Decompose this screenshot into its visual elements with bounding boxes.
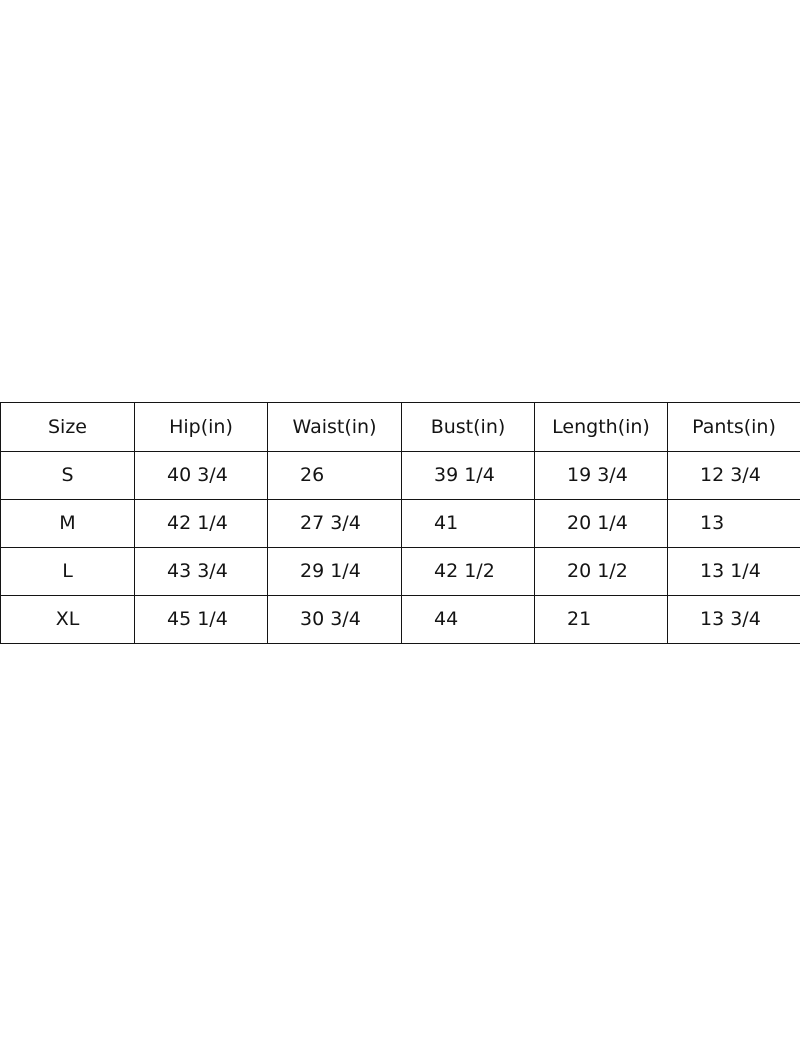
cell-pants: 13 3/4 [668,596,800,644]
cell-pants: 12 3/4 [668,452,800,500]
column-header-size: Size [1,403,135,452]
column-header-length: Length(in) [535,403,668,452]
cell-waist: 26 [268,452,402,500]
table-row [1,500,800,548]
cell-waist: 29 1/4 [268,548,402,596]
cell-length: 21 [535,596,668,644]
cell-size: S [1,452,135,500]
cell-size: L [1,548,135,596]
cell-length: 19 3/4 [535,452,668,500]
column-header-bust: Bust(in) [402,403,535,452]
cell-pants: 13 [668,500,800,548]
column-header-hip: Hip(in) [135,403,268,452]
cell-bust: 39 1/4 [402,452,535,500]
column-header-waist: Waist(in) [268,403,402,452]
cell-hip: 43 3/4 [135,548,268,596]
cell-bust: 42 1/2 [402,548,535,596]
table-header-row [1,403,800,452]
cell-hip: 40 3/4 [135,452,268,500]
size-chart-table [0,402,800,644]
cell-size: M [1,500,135,548]
size-table-container [0,402,800,644]
cell-waist: 30 3/4 [268,596,402,644]
cell-hip: 45 1/4 [135,596,268,644]
cell-bust: 41 [402,500,535,548]
cell-length: 20 1/4 [535,500,668,548]
cell-pants: 13 1/4 [668,548,800,596]
cell-waist: 27 3/4 [268,500,402,548]
column-header-pants: Pants(in) [668,403,800,452]
table-row [1,452,800,500]
cell-bust: 44 [402,596,535,644]
table-row [1,548,800,596]
cell-length: 20 1/2 [535,548,668,596]
table-row [1,596,800,644]
cell-hip: 42 1/4 [135,500,268,548]
cell-size: XL [1,596,135,644]
